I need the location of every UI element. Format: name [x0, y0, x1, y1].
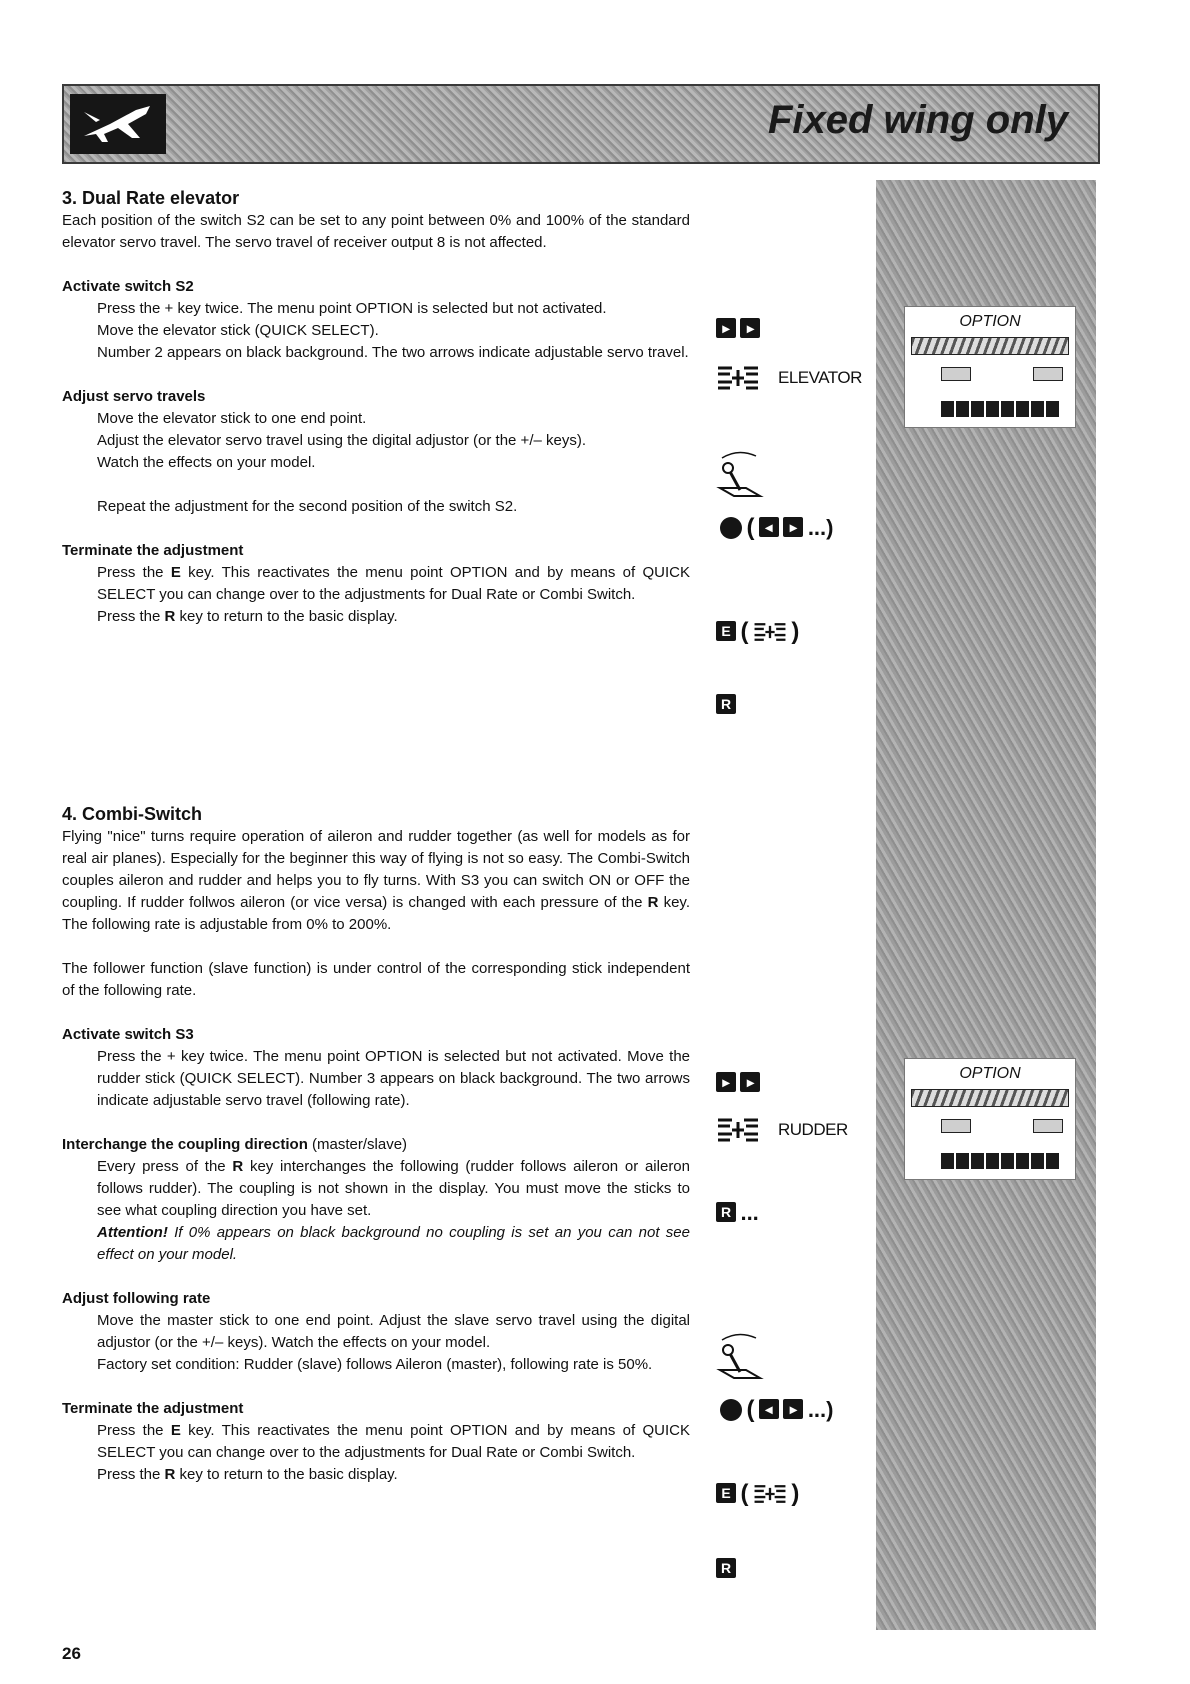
- lcd-bar: [911, 337, 1069, 355]
- plus-keys-icon: [716, 318, 760, 338]
- joystick-icon: [716, 448, 772, 505]
- e-key-icon: E: [716, 621, 736, 641]
- r-key-dots-icon: R ...: [716, 1200, 759, 1226]
- stick-mixer-icon: [753, 1482, 787, 1506]
- section-dual-rate: [62, 186, 690, 628]
- section-title: 3. Dual Rate elevator: [62, 188, 240, 208]
- section-combi-switch: [62, 802, 690, 1486]
- header-banner: [62, 84, 1100, 164]
- paragraph: Press the E key. This reactivates the menu point OPTION and by means of QUICK SELECT you can change over to the adjustments for Dual Rate or Combi Switch.: [97, 1422, 690, 1461]
- lcd-title: OPTION: [959, 313, 1021, 330]
- e-key-combo-icon: E ( ): [716, 618, 799, 646]
- subheading: Interchange the coupling direction (master/slave): [62, 1136, 408, 1153]
- plus-key-icon: ▸: [783, 517, 803, 537]
- plus-key-icon: ▸: [716, 1072, 736, 1092]
- joystick-icon: [716, 1330, 772, 1387]
- e-key-icon: E: [716, 1483, 736, 1503]
- subheading: Activate switch S3: [62, 1026, 194, 1043]
- paragraph: Move the elevator stick to one end point.: [97, 410, 367, 427]
- lcd-cells: [941, 401, 1059, 417]
- plus-key-icon: ▸: [740, 318, 760, 338]
- paragraph: Move the elevator stick (QUICK SELECT).: [97, 322, 379, 339]
- lcd-indicator: [941, 367, 971, 381]
- paragraph: Press the + key twice. The menu point OPTION is selected but not activated. Move the rudder stick (QUICK SELECT). Number 3 appears on black background. The two arrows indicate adjustable servo travel (following rate).: [97, 1048, 690, 1109]
- subheading: Adjust following rate: [62, 1290, 211, 1307]
- dial-icon: [720, 517, 742, 539]
- minus-key-icon: ◂: [759, 1399, 779, 1419]
- paragraph: Adjust the elevator servo travel using the digital adjustor (or the +/– keys).: [97, 432, 587, 449]
- lcd-indicator: [1033, 367, 1063, 381]
- lcd-indicator: [941, 1119, 971, 1133]
- plus-keys-icon: [716, 1072, 760, 1092]
- paragraph: Press the + key twice. The menu point OPTION is selected but not activated.: [97, 300, 607, 317]
- subheading: Terminate the adjustment: [62, 542, 244, 559]
- paragraph: Every press of the R key interchanges the following (rudder follows aileron or aileron follows rudder). The coupling is not shown in the display. You must move the sticks to see what coupling direction you have set.: [97, 1158, 690, 1219]
- plus-key-icon: ▸: [716, 318, 736, 338]
- plus-key-icon: ▸: [783, 1399, 803, 1419]
- option-lcd-display: [904, 306, 1076, 428]
- lcd-indicator: [1033, 1119, 1063, 1133]
- airplane-icon: [70, 94, 166, 154]
- page-number: 26: [62, 1644, 81, 1663]
- paragraph: Press the R key to return to the basic display.: [97, 608, 398, 625]
- lcd-title: OPTION: [959, 1065, 1021, 1082]
- section-intro: Flying "nice" turns require operation of aileron and rudder together (as well for models as for real air planes). Especially for the beginner this way of flying is not so easy. The Combi-Switch couples aileron and rudder and helps you to fly turns. With S3 you can switch ON or OFF the coupling. If rudder follwos aileron (or vice versa) is changed with each pressure of the R key. The following rate is adjustable from 0% to 200%.: [62, 828, 690, 933]
- attention-note: Attention! If 0% appears on black background no coupling is set an you can not see effect on your model.: [97, 1224, 690, 1263]
- e-key-combo-icon: E ( ): [716, 1480, 799, 1508]
- option-lcd-display: [904, 1058, 1076, 1180]
- paragraph: Factory set condition: Rudder (slave) follows Aileron (master), following rate is 50%.: [97, 1356, 653, 1373]
- stick-mixer-icon: [716, 1116, 760, 1149]
- rudder-label: RUDDER: [778, 1120, 848, 1139]
- subheading: Adjust servo travels: [62, 388, 206, 405]
- lcd-bar: [911, 1089, 1069, 1107]
- paragraph: Repeat the adjustment for the second position of the switch S2.: [97, 498, 518, 515]
- elevator-label: ELEVATOR: [778, 368, 862, 387]
- paragraph: Press the E key. This reactivates the menu point OPTION and by means of QUICK SELECT you can change over to the adjustments for Dual Rate or Combi Switch.: [97, 564, 690, 603]
- paragraph: The follower function (slave function) is under control of the corresponding stick independent of the following rate.: [62, 960, 690, 999]
- stick-mixer-icon: [753, 620, 787, 644]
- header-title: Fixed wing only: [767, 98, 1068, 142]
- plus-key-icon: ▸: [740, 1072, 760, 1092]
- section-title: 4. Combi-Switch: [62, 804, 203, 824]
- digital-adjustor-icon: ( ◂ ▸ ...): [720, 1396, 833, 1424]
- paragraph: Move the master stick to one end point. Adjust the slave servo travel using the digital adjustor (or the +/– keys). Watch the effects on your model.: [97, 1312, 690, 1351]
- lcd-cells: [941, 1153, 1059, 1169]
- subheading: Terminate the adjustment: [62, 1400, 244, 1417]
- paragraph: Press the R key to return to the basic display.: [97, 1466, 398, 1483]
- section-intro: Each position of the switch S2 can be set to any point between 0% and 100% of the standard elevator servo travel. The servo travel of receiver output 8 is not affected.: [62, 212, 690, 251]
- subheading: Activate switch S2: [62, 278, 194, 295]
- digital-adjustor-icon: ( ◂ ▸ ...): [720, 514, 833, 542]
- dial-icon: [720, 1399, 742, 1421]
- r-key-icon: R: [716, 1558, 736, 1578]
- stick-mixer-icon: [716, 364, 760, 397]
- minus-key-icon: ◂: [759, 517, 779, 537]
- r-key-icon: R: [716, 694, 736, 714]
- paragraph: Number 2 appears on black background. The two arrows indicate adjustable servo travel.: [97, 344, 689, 361]
- paragraph: Watch the effects on your model.: [97, 454, 316, 471]
